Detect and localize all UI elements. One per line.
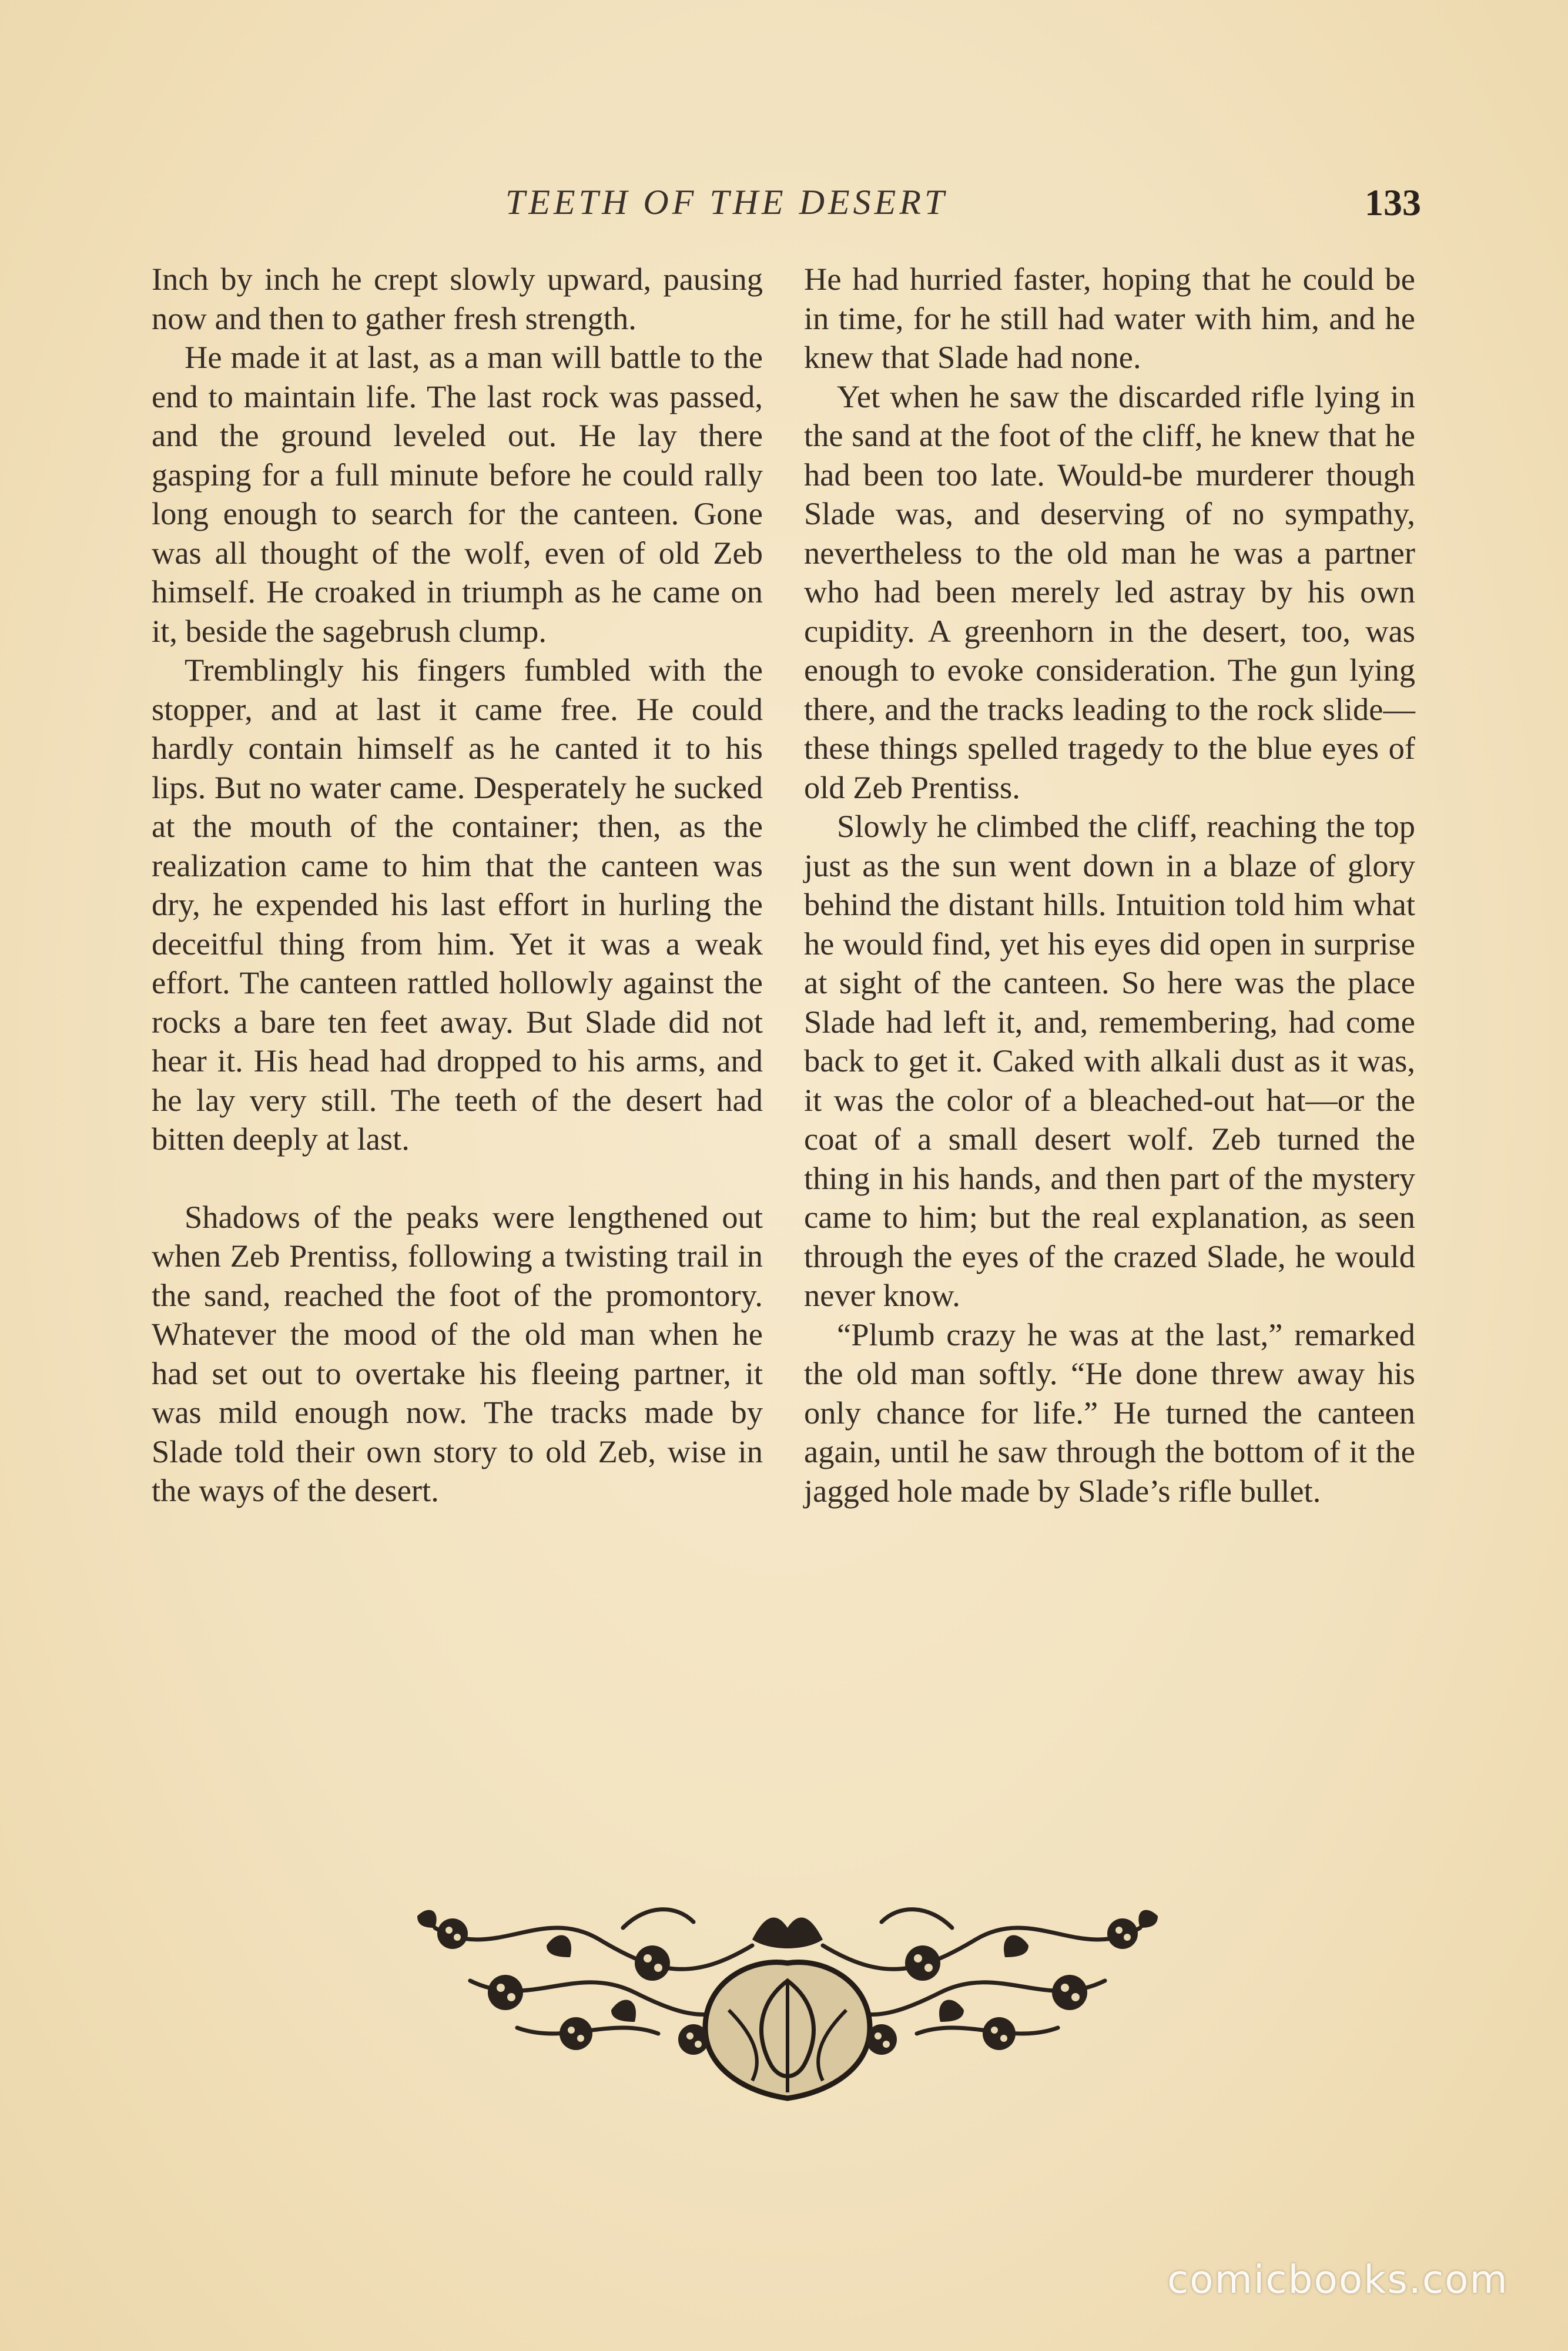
floral-ornament-tailpiece [400, 1893, 1175, 2116]
site-watermark: comicbooks.com [1167, 2257, 1509, 2302]
paragraph: Tremblingly his fingers fumbled with the stopper, and at last it came free. He could hardly contain himself as he canted it to his lips. But no water came. Desperately he sucked at the mouth of the container; then, as the realization came to him that the canteen was dry, he expended his last effort in hurling the deceitful thing from him. Yet it was a weak effort. The canteen rattled hollowly against the rocks a bare ten feet away. But Slade did not hear it. His head had dropped to his arms, and he lay very still. The teeth of the desert had bitten deeply at last. [152, 652, 763, 1157]
paragraph: He had hurried faster, hoping that he could be in time, for he still had water with him, and he knew that Slade had none. [804, 261, 1415, 375]
paragraph: Inch by inch he crept slowly upward, pausing now and then to gather fresh strength. [152, 261, 763, 336]
page-number: 133 [1365, 182, 1421, 223]
paragraph: “Plumb crazy he was at the last,” remarked the old man softly. “He done threw away his only chance for life.” He turned the canteen again, until he saw through the bottom of it the jagged hole made by Slade’s rifle bullet. [804, 1316, 1415, 1509]
paragraph: He made it at last, as a man will battle to the end to maintain life. The last rock was passed, and the ground leveled out. He lay there gasping for a full minute before he could rally long enough to search for the canteen. Gone was all thought of the wolf, even of old Zeb himself. He croaked in triumph as he came on it, beside the sagebrush clump. [152, 339, 763, 649]
running-title: TEETH OF THE DESERT [505, 183, 948, 222]
paragraph: Yet when he saw the discarded rifle lying in the sand at the foot of the cliff, he knew that he had been too late. Would-be murderer though Slade was, and deserving of no sympathy, nevertheless to the old man he was a partner who had been merely led astray by his own cupidity. A greenhorn in the desert, too, was enough to evoke consideration. The gun lying there, and the tracks leading to the rock slide—these things spelled tragedy to the blue eyes of old Zeb Prentiss. [804, 378, 1415, 805]
left-column [152, 260, 763, 1511]
running-head [0, 182, 1568, 229]
paragraph: Slowly he climbed the cliff, reaching the top just as the sun went down in a blaze of glory behind the distant hills. Intuition told him what he would find, yet his eyes did open in surprise at sight of the canteen. So here was the place Slade had left it, and, remembering, had come back to get it. Caked with alkali dust as it was, it was the color of a bleached-out hat—or the coat of a small desert wolf. Zeb turned the thing in his hands, and then part of the mystery came to him; but the real explanation, as seen through the eyes of the crazed Slade, he would never know. [804, 808, 1415, 1313]
right-column [804, 260, 1415, 1511]
paragraph: Shadows of the peaks were lengthened out when Zeb Prentiss, following a twisting trail in the sand, reached the foot of the promontory. Whatever the mood of the old man when he had set out to overtake his fleeing partner, it was mild enough now. The tracks made by Slade told their own story to old Zeb, wise in the ways of the desert. [152, 1198, 763, 1508]
